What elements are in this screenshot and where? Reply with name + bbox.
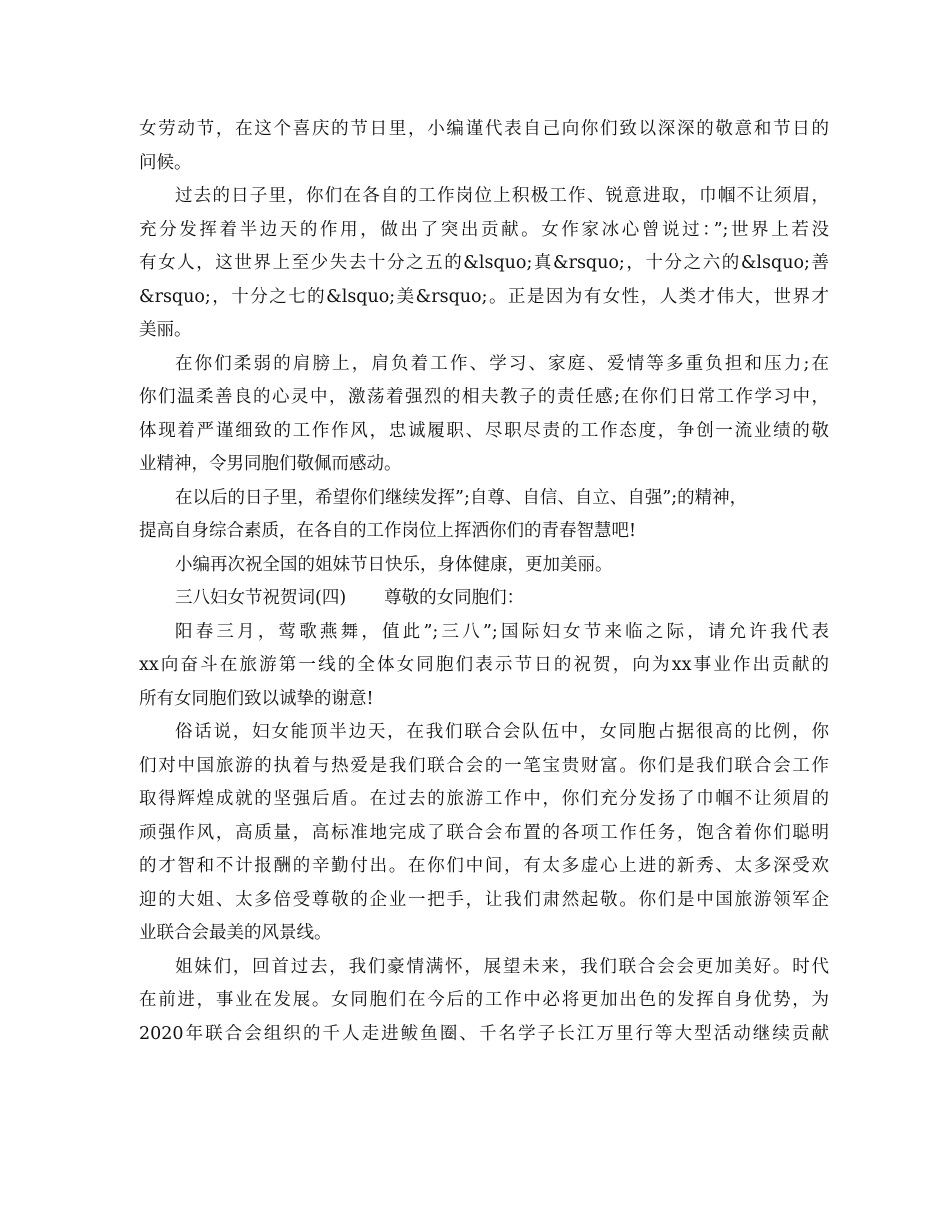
section-heading: 三八妇女节祝贺词(四) — [175, 588, 347, 608]
text-line: 提高自身综合素质，在各自的工作岗位上挥洒你们的青春智慧吧! — [139, 521, 637, 541]
text-line: 在以后的日子里，希望你们继续发挥”;自尊、自信、自立、自强”;的精神， — [175, 487, 748, 508]
text-line: 女劳动节，在这个喜庆的节日里，小编谨代表自己向你们致以深深的敬意和节日的 — [139, 119, 829, 139]
text-line: 业联合会最美的风景线。 — [139, 923, 332, 943]
text-line: 过去的日子里，你们在各自的工作岗位上积极工作、锐意进取，巾帼不让须眉， — [175, 186, 829, 206]
text-line: 体现着严谨细致的工作作风，忠诚履职、尽职尽责的工作态度，争创一流业绩的敬 — [139, 420, 829, 441]
text-line: 2020年联合会组织的千人走进鲅鱼圈、千名学子长江万里行等大型活动继续贡献 — [139, 1023, 829, 1044]
text-line: 问候。 — [139, 152, 192, 173]
text-line: 在你们柔弱的肩膀上，肩负着工作、学习、家庭、爱情等多重负担和压力;在 — [175, 353, 829, 374]
document-body — [139, 113, 829, 1051]
text-line: 你们温柔善良的心灵中，激荡着强烈的相夫教子的责任感;在你们日常工作学习中， — [139, 387, 829, 407]
text-line: 业精神，令男同胞们敬佩而感动。 — [139, 454, 402, 474]
text-line: 有女人，这世界上至少失去十分之五的&lsquo;真&rsquo;，十分之六的&lsquo;善 — [139, 253, 829, 273]
text-line: 阳春三月，莺歌燕舞，值此”;三八”;国际妇女节来临之际，请允许我代表 — [175, 621, 829, 642]
text-line: 在前进，事业在发展。女同胞们在今后的工作中必将更加出色的发挥自身优势，为 — [139, 990, 829, 1010]
text-line: 迎的大姐、太多倍受尊敬的企业一把手，让我们肃然起敬。你们是中国旅游领军企 — [139, 889, 829, 910]
text-line: 充分发挥着半边天的作用，做出了突出贡献。女作家冰心曾说过：”;世界上若没 — [139, 219, 829, 240]
text-line: 们对中国旅游的执着与热爱是我们联合会的一笔宝贵财富。你们是我们联合会工作 — [139, 755, 829, 776]
text-line: xx向奋斗在旅游第一线的全体女同胞们表示节日的祝贺，向为xx事业作出贡献的 — [139, 655, 829, 675]
text-line: 的才智和不计报酬的辛勤付出。在你们中间，有太多虚心上进的新秀、太多深受欢 — [139, 856, 829, 876]
text-line: 小编再次祝全国的姐妹节日快乐，身体健康，更加美丽。 — [175, 554, 613, 575]
text-line: 美丽。 — [139, 320, 192, 340]
text-line: &rsquo;，十分之七的&lsquo;美&rsquo;。正是因为有女性，人类才伟大，世界才 — [139, 286, 829, 307]
salutation: 尊敬的女同胞们： — [384, 588, 525, 608]
text-line: 姐妹们，回首过去，我们豪情满怀，展望未来，我们联合会会更加美好。时代 — [175, 956, 829, 977]
text-line-heading — [139, 582, 829, 616]
text-line: 俗话说，妇女能顶半边天，在我们联合会队伍中，女同胞占据很高的比例，你 — [175, 722, 829, 742]
text-line: 取得辉煌成就的坚强后盾。在过去的旅游工作中，你们充分发扬了巾帼不让须眉的 — [139, 789, 829, 809]
text-line: 所有女同胞们致以诚挚的谢意! — [139, 688, 374, 709]
text-line: 顽强作风，高质量，高标准地完成了联合会布置的各项工作任务，饱含着你们聪明 — [139, 822, 829, 843]
